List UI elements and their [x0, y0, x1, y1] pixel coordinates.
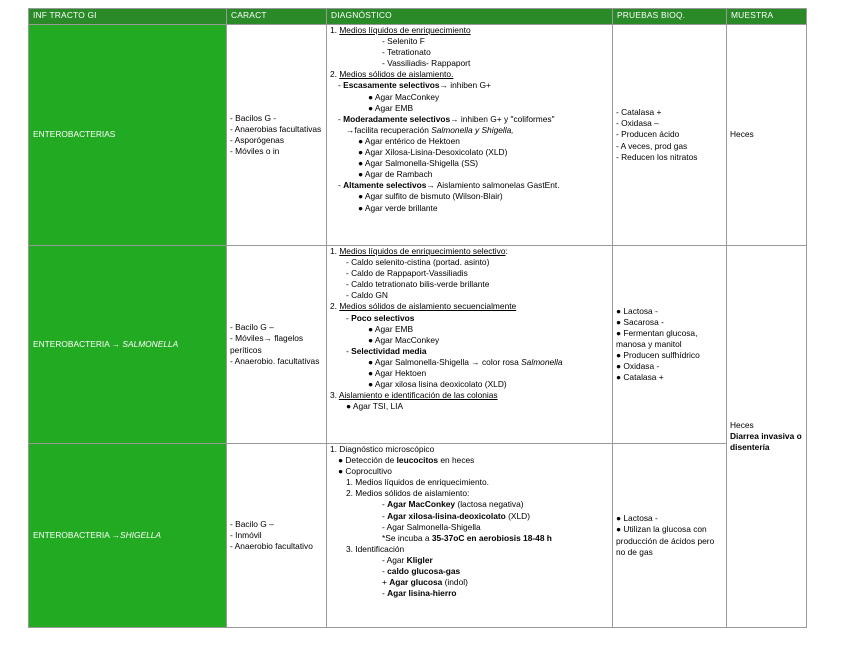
diagnosis-cell	[327, 246, 613, 444]
diagnosis-line: ● Coprocultivo	[338, 466, 392, 477]
diagnosis-line: ● Agar MacConkey	[368, 334, 440, 345]
diagnosis-line: - Tetrationato	[382, 47, 431, 58]
list-item: - Móviles o in	[230, 146, 280, 157]
list-item: ● Fermentan glucosa, manosa y manitol	[616, 327, 698, 349]
list-item: ● Sacarosa -	[616, 316, 664, 327]
list-item: - Producen ácido	[616, 129, 680, 140]
diagnosis-line: ● Agar Salmonella-Shigella (SS)	[358, 158, 479, 169]
table-row	[29, 246, 807, 444]
header-pruebas: PRUEBAS BIOQ.	[613, 9, 727, 25]
infection-genus: SHIGELLA	[120, 529, 161, 540]
list-item: - Anaerobio facultativo	[230, 541, 313, 552]
diagnosis-line: - Vassiliadis- Rappaport	[382, 58, 471, 69]
diagnosis-line: - Altamente selectivos→ Aislamiento salmonelas GastEnt.	[338, 180, 560, 191]
diagnosis-line: - Caldo GN	[346, 290, 388, 301]
list-item: - Móviles→ flagelos períticos	[230, 333, 304, 355]
diagnosis-line: 2. Medios sólidos de aislamiento secuencialmente	[330, 301, 517, 312]
list-item: - Catalasa +	[616, 107, 662, 118]
diagnosis-line: 1. Medios líquidos de enriquecimiento.	[346, 477, 489, 488]
list-item: - A veces, prod gas	[616, 140, 688, 151]
sample-note: Diarrea invasiva o disentería	[730, 430, 802, 453]
list-item: - Asporógenas	[230, 135, 285, 145]
list-item: ● Producen sulfhídrico	[616, 350, 700, 361]
infection-label: ENTEROBACTERIAS	[33, 129, 116, 140]
diagnosis-line: ● Agar EMB	[368, 323, 414, 334]
diagnosis-line: - Selenito F	[382, 36, 425, 47]
diagnosis-line: ● Agar xilosa lisina deoxicolato (XLD)	[368, 379, 507, 390]
diagnosis-line: ● Agar TSI, LIA	[346, 401, 404, 412]
diagnosis-line: ● Agar EMB	[368, 102, 414, 113]
infection-label: ENTEROBACTERIA →	[33, 338, 123, 349]
list-item: - Anaerobio. facultativas	[230, 355, 320, 366]
diagnosis-line: - Agar MacConkey (lactosa negativa)	[382, 499, 524, 510]
sample-cell	[727, 246, 807, 628]
caract-cell	[227, 246, 327, 444]
diagnosis-line: - Agar xilosa-lisina-deoxicolato (XLD)	[382, 510, 531, 521]
header-caract: CARACT	[227, 9, 327, 25]
diagnosis-line: 3. Aislamiento e identificación de las colonias	[330, 390, 498, 401]
list-item: - Bacilo G –	[230, 518, 274, 529]
list-item: - Bacilo G –	[230, 322, 274, 333]
diagnosis-line: →facilita recuperación Salmonella y Shigella,	[346, 124, 514, 135]
list-item: ● Utilizan la glucosa con producción de ácidos pero no de gas	[616, 524, 715, 557]
infection-cell	[29, 25, 227, 246]
diagnosis-line: 1. Medios líquidos de enriquecimiento	[330, 25, 471, 35]
diagnosis-line: - Poco selectivos	[346, 312, 415, 323]
diagnosis-line: ● Agar Xilosa-Lisina-Desoxicolato (XLD)	[358, 147, 508, 158]
list-item: ● Lactosa -	[616, 305, 658, 316]
diagnosis-line: - Agar Kligler	[382, 554, 433, 565]
diagnosis-line: ● Detección de leucocitos en heces	[338, 455, 475, 466]
diagnosis-line: 1. Medios líquidos de enriquecimiento selectivo:	[330, 246, 508, 256]
list-item: ● Lactosa -	[616, 513, 658, 524]
diagnosis-line: 2. Medios sólidos de aislamiento:	[346, 488, 470, 499]
diagnosis-line: ● Agar MacConkey	[368, 91, 440, 102]
diagnosis-line: - Agar Salmonella-Shigella	[382, 521, 481, 532]
infection-cell	[29, 246, 227, 444]
table-row	[29, 25, 807, 246]
diagnosis-cell	[327, 25, 613, 246]
diagnosis-line: ● Agar Hektoen	[368, 368, 427, 379]
diagnosis-line: ● Agar entérico de Hektoen	[358, 135, 460, 146]
table-row	[29, 444, 807, 628]
infection-cell	[29, 444, 227, 628]
list-item: - Inmóvil	[230, 529, 262, 540]
diagnosis-line: - Agar lisina-hierro	[382, 588, 457, 599]
infection-label: ENTEROBACTERIA →	[33, 529, 121, 540]
sample-label: Heces	[730, 129, 754, 140]
diagnosis-line: - caldo glucosa-gas	[382, 566, 461, 577]
list-item: - Reducen los nitratos	[616, 151, 698, 162]
header-infeccion: INF TRACTO GI	[29, 9, 227, 25]
list-item: ● Catalasa +	[616, 372, 664, 383]
list-item: ● Oxidasa -	[616, 361, 660, 372]
diagnosis-line: + Agar glucosa (indol)	[382, 577, 468, 588]
caract-cell	[227, 25, 327, 246]
biochem-cell	[613, 246, 727, 444]
list-item: - Oxidasa –	[616, 118, 659, 129]
diagnosis-line: - Selectividad media	[346, 345, 427, 356]
diagnosis-line: - Caldo de Rappaport-Vassiliadis	[346, 268, 468, 279]
diagnosis-line: - Caldo tetrationato bilis-verde brillante	[346, 279, 490, 290]
enterobacteria-table	[28, 8, 807, 628]
biochem-cell	[613, 25, 727, 246]
diagnosis-line: 2. Medios sólidos de aislamiento.	[330, 69, 454, 80]
diagnosis-line: ● Agar sulfito de bismuto (Wilson-Blair)	[358, 191, 503, 202]
infection-genus: SALMONELLA	[122, 338, 179, 349]
diagnosis-line: - Caldo selenito-cistina (portad. asinto)	[346, 257, 490, 268]
sample-label: Heces	[730, 419, 754, 430]
diagnosis-line: - Escasamente selectivos→ inhiben G+	[338, 80, 491, 91]
diagnosis-line: ● Agar de Rambach	[358, 169, 433, 180]
diagnosis-line: - Moderadamente selectivos→ inhiben G+ y "coliformes"	[338, 113, 555, 124]
sample-cell	[727, 25, 807, 246]
list-item: - Anaerobias facultativas	[230, 123, 322, 134]
header-muestra: MUESTRA	[727, 9, 807, 25]
diagnosis-cell	[327, 444, 613, 628]
header-diagnostico: DIAGNÓSTICO	[327, 9, 613, 25]
diagnosis-line: *Se incuba a 35-37oC en aerobiosis 18-48 h	[382, 532, 552, 543]
biochem-cell	[613, 444, 727, 628]
diagnosis-line: ● Agar Salmonella-Shigella → color rosa Salmonella	[368, 356, 563, 367]
header-row	[29, 9, 807, 25]
diagnosis-line: 1. Diagnóstico microscópico	[330, 444, 435, 454]
caract-cell	[227, 444, 327, 628]
list-item: - Bacilos G -	[230, 112, 277, 123]
diagnosis-line: ● Agar verde brillante	[358, 202, 438, 213]
diagnosis-line: 3. Identificación	[346, 543, 405, 554]
